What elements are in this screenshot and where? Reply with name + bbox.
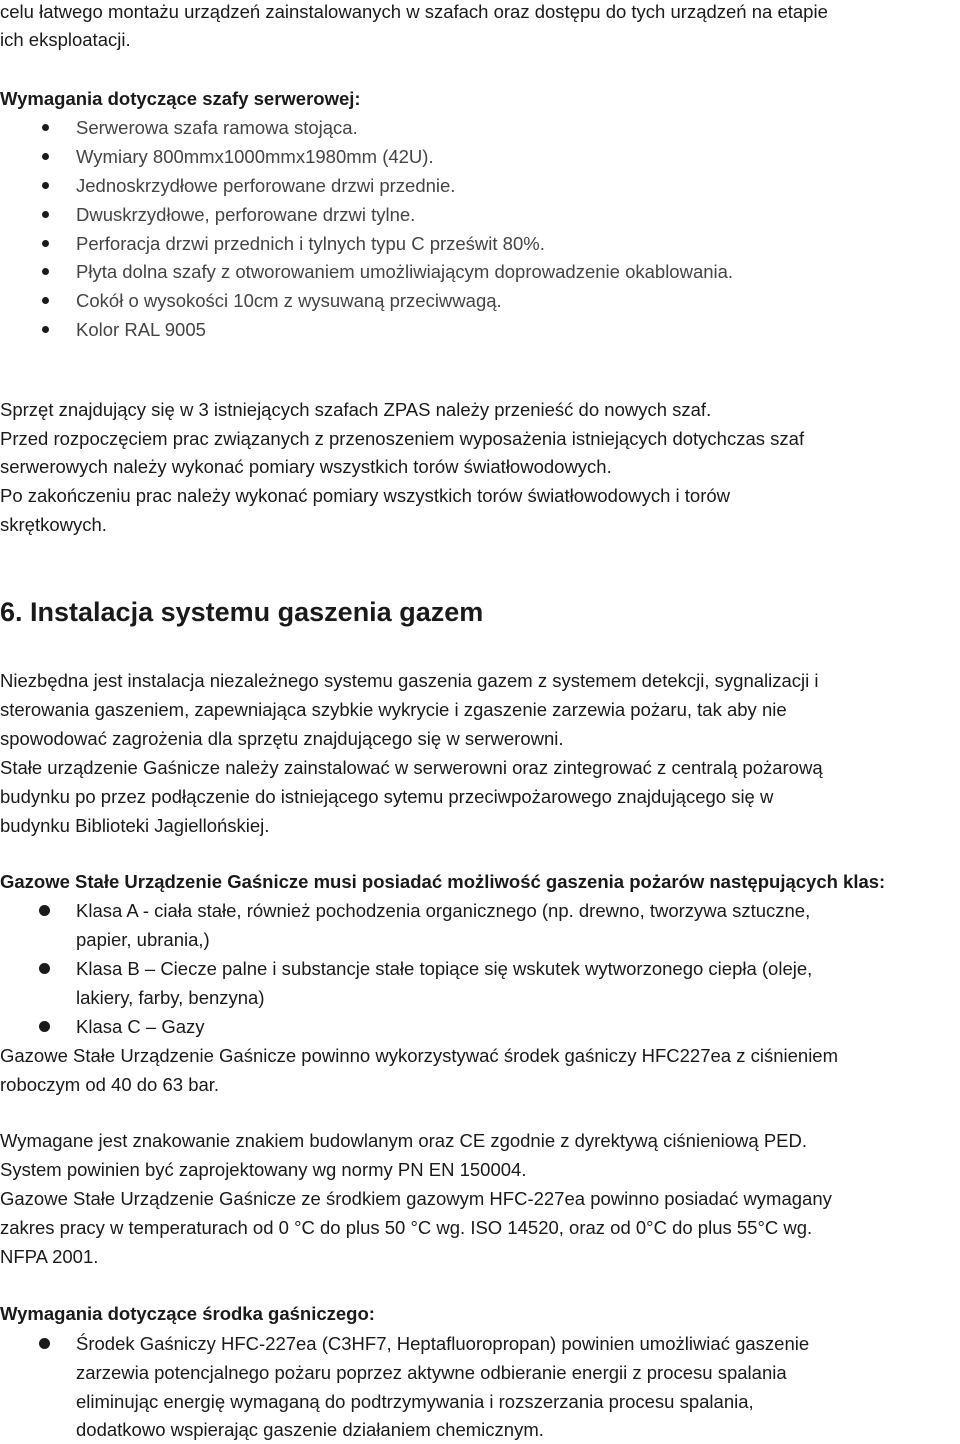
- list-item: Serwerowa szafa ramowa stojąca.: [76, 117, 358, 138]
- list-item: Płyta dolna szafy z otworowaniem umożliwiającym doprowadzenie okablowania.: [76, 261, 734, 282]
- para1-line-2: sterowania gaszeniem, zapewniająca szybkie wykrycie i zgaszenie zarzewia pożaru, tak aby nie: [0, 699, 787, 720]
- para1-line-1: Niezbędna jest instalacja niezależnego systemu gaszenia gazem z systemem detekcji, sygnalizacji i: [0, 670, 819, 691]
- list-item: Klasa C – Gazy: [76, 1016, 205, 1037]
- para3-line-5: NFPA 2001.: [0, 1246, 99, 1267]
- bullet-icon: [42, 240, 49, 247]
- para1-line-6: budynku Biblioteki Jagiellońskiej.: [0, 815, 270, 836]
- equipment-line-4: Po zakończeniu prac należy wykonać pomiary wszystkich torów światłowodowych i torów: [0, 485, 731, 506]
- bullet-icon: [42, 211, 49, 218]
- bullet-icon: [42, 326, 49, 333]
- para1-line-5: budynku po przez podłączenie do istniejącego sytemu przeciwpożarowego znajdującego się w: [0, 786, 774, 807]
- list-item-continuation: eliminując energię wymaganą do podtrzymywania i rozszerzania procesu spalania,: [76, 1391, 754, 1412]
- bullet-icon: [39, 905, 50, 916]
- agent-heading: Wymagania dotyczące środka gaśniczego:: [0, 1303, 375, 1324]
- section-title: 6. Instalacja systemu gaszenia gazem: [0, 597, 484, 627]
- equipment-line-1: Sprzęt znajdujący się w 3 istniejących szafach ZPAS należy przenieść do nowych szaf.: [0, 399, 712, 420]
- intro-line-1: celu łatwego montażu urządzeń zainstalowanych w szafach oraz dostępu do tych urządzeń na etapie: [0, 1, 828, 22]
- equipment-line-2: Przed rozpoczęciem prac związanych z przenoszeniem wyposażenia istniejących dotychczas szaf: [0, 428, 805, 449]
- list-item-continuation: dodatkowo wspierając gaszenie działaniem chemicznym.: [76, 1419, 544, 1440]
- para3-line-1: Wymagane jest znakowanie znakiem budowlanym oraz CE zgodnie z dyrektywą ciśnieniową PED.: [0, 1130, 808, 1151]
- list-item: Cokół o wysokości 10cm z wysuwaną przeciwwagą.: [76, 290, 502, 311]
- list-item: Środek Gaśniczy HFC-227ea (C3HF7, Heptafluoropropan) powinien umożliwiać gaszenie: [76, 1333, 810, 1354]
- server-rack-heading: Wymagania dotyczące szafy serwerowej:: [0, 88, 361, 109]
- list-item: Jednoskrzydłowe perforowane drzwi przednie.: [76, 175, 456, 196]
- list-item: Klasa A - ciała stałe, również pochodzenia organicznego (np. drewno, tworzywa sztuczne,: [76, 900, 811, 921]
- equipment-line-5: skrętkowych.: [0, 514, 107, 535]
- bullet-icon: [42, 182, 49, 189]
- equipment-line-3: serwerowych należy wykonać pomiary wszystkich torów światłowodowych.: [0, 456, 612, 477]
- para3-line-3: Gazowe Stałe Urządzenie Gaśnicze ze środkiem gazowym HFC-227ea powinno posiadać wymagany: [0, 1188, 832, 1209]
- list-item: Dwuskrzydłowe, perforowane drzwi tylne.: [76, 204, 416, 225]
- para3-line-4: zakres pracy w temperaturach od 0 °C do plus 50 °C wg. ISO 14520, oraz od 0°C do plus 55°C wg.: [0, 1217, 813, 1238]
- bullet-icon: [42, 124, 49, 131]
- list-item: Perforacja drzwi przednich i tylnych typu C prześwit 80%.: [76, 233, 545, 254]
- bullet-icon: [42, 268, 49, 275]
- bullet-icon: [39, 1338, 50, 1349]
- bullet-icon: [42, 153, 49, 160]
- list-item-continuation: papier, ubrania,): [76, 929, 210, 950]
- para2-line-1: Gazowe Stałe Urządzenie Gaśnicze powinno wykorzystywać środek gaśniczy HFC227ea z ciśnieniem: [0, 1045, 839, 1066]
- bullet-icon: [42, 297, 49, 304]
- classes-heading: Gazowe Stałe Urządzenie Gaśnicze musi posiadać możliwość gaszenia pożarów następujących klas:: [0, 871, 886, 892]
- list-item-continuation: lakiery, farby, benzyna): [76, 987, 265, 1008]
- list-item: Kolor RAL 9005: [76, 319, 206, 340]
- bullet-icon: [39, 963, 50, 974]
- list-item: Wymiary 800mmx1000mmx1980mm (42U).: [76, 146, 434, 167]
- bullet-icon: [39, 1021, 50, 1032]
- intro-line-2: ich eksploatacji.: [0, 29, 131, 50]
- list-item: Klasa B – Ciecze palne i substancje stałe topiące się wskutek wytworzonego ciepła (oleje,: [76, 958, 813, 979]
- para2-line-2: roboczym od 40 do 63 bar.: [0, 1074, 220, 1095]
- para3-line-2: System powinien być zaprojektowany wg normy PN EN 150004.: [0, 1159, 527, 1180]
- para1-line-3: spowodować zagrożenia dla sprzętu znajdującego się w serwerowni.: [0, 728, 564, 749]
- para1-line-4: Stałe urządzenie Gaśnicze należy zainstalować w serwerowni oraz zintegrować z centralą pożarową: [0, 757, 823, 778]
- list-item-continuation: zarzewia potencjalnego pożaru poprzez aktywne odbieranie energii z procesu spalania: [76, 1362, 787, 1383]
